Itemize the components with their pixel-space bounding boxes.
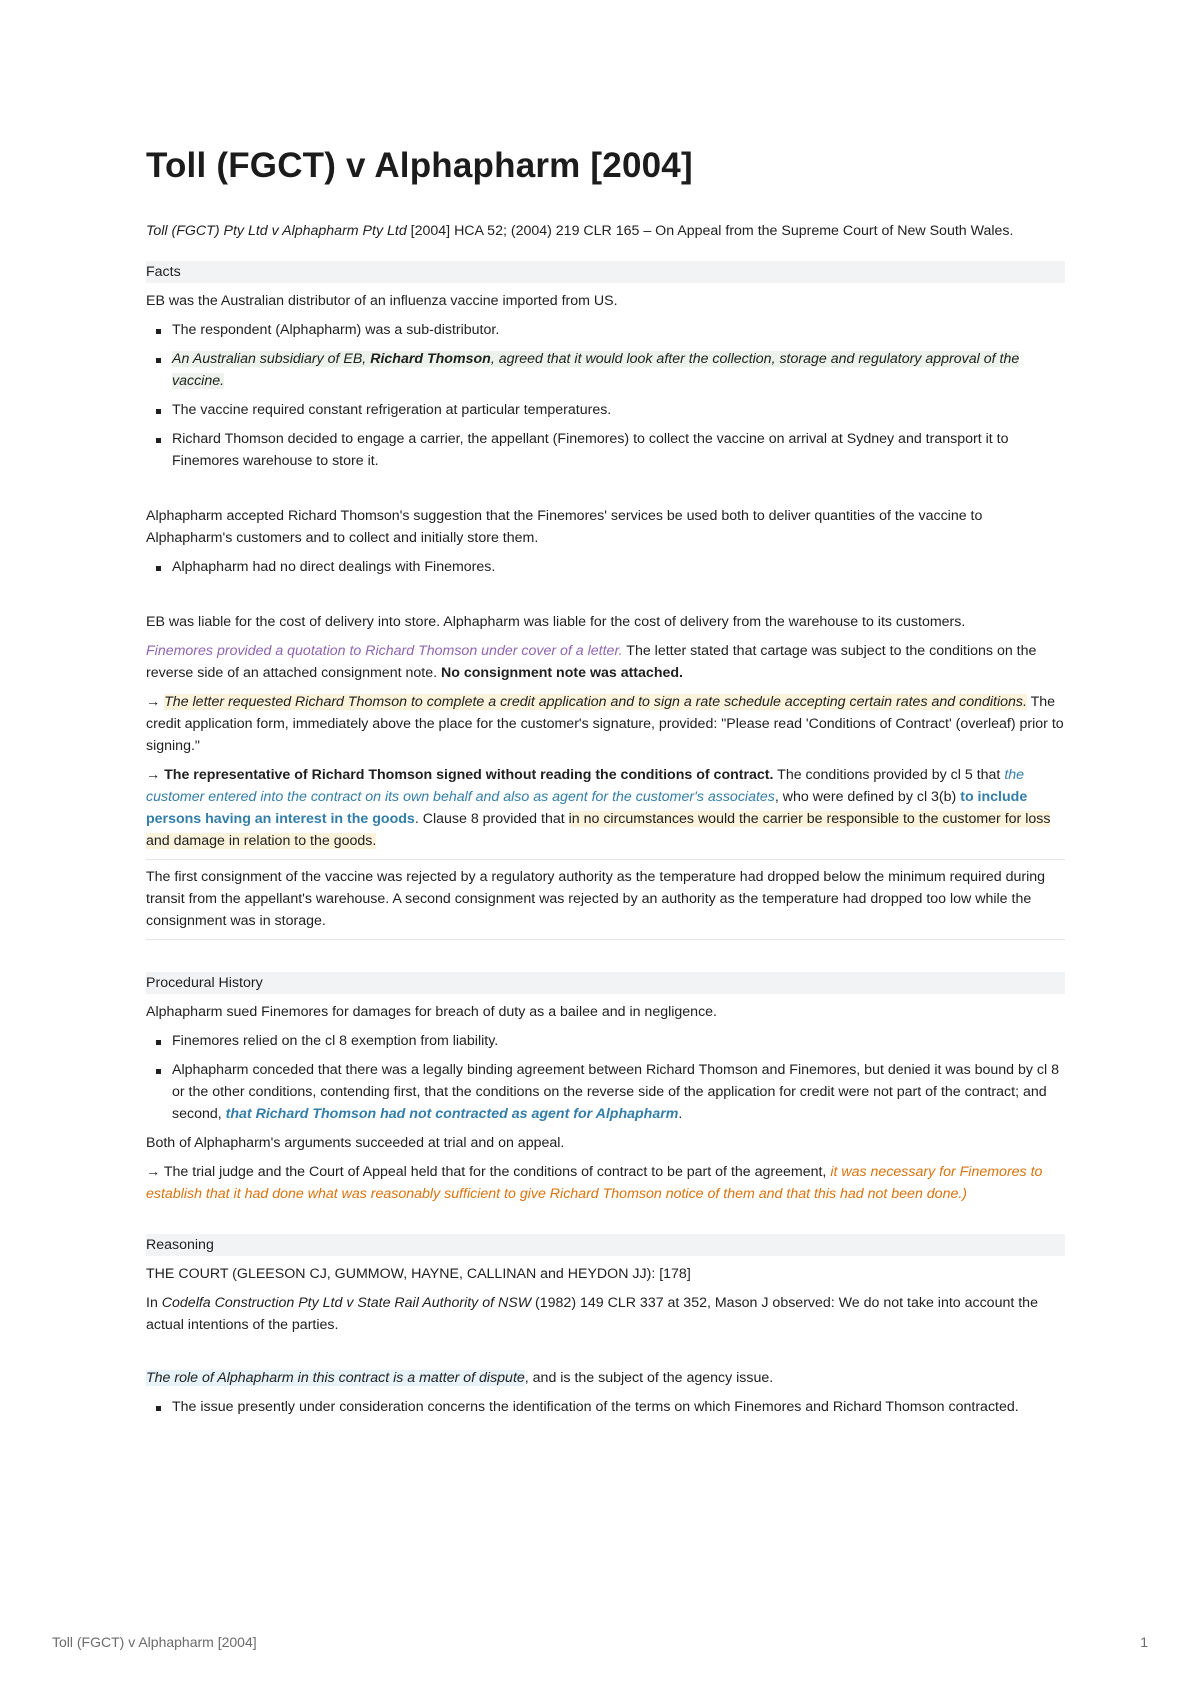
highlighted-text: The letter requested Richard Thomson to complete a credit application and to sign a rate schedule accepting certain rates and conditions. xyxy=(164,694,1027,710)
paragraph: THE COURT (GLEESON CJ, GUMMOW, HAYNE, CALLINAN and HEYDON JJ): [178] xyxy=(146,1266,691,1282)
list xyxy=(146,556,1065,578)
section-heading-facts: Facts xyxy=(146,261,1065,283)
paragraph: EB was liable for the cost of delivery into store. Alphapharm was liable for the cost of delivery from the warehouse to its customers. xyxy=(146,614,966,630)
orange-text: it was necessary for Finemores to establish that it had done what was reasonably sufficient to give Richard Thomson notice of them and that this had not been done.) xyxy=(146,1164,1043,1202)
divider xyxy=(146,939,1065,940)
list-item xyxy=(146,1059,1065,1125)
blue-text: the customer entered into the contract on its own behalf and also as agent for the customer's associates xyxy=(146,767,1025,805)
highlighted-text: in no circumstances would the carrier be responsible to the customer for loss and damage in relation to the goods. xyxy=(146,811,1051,849)
list xyxy=(146,1396,1065,1418)
text-span: The letter stated that cartage was subject to the conditions on the reverse side of an attached consignment note. xyxy=(146,643,1037,681)
citation xyxy=(146,220,1065,242)
arrow-glyph: → xyxy=(146,694,165,710)
paragraph xyxy=(146,764,1065,852)
text-span: → The trial judge and the Court of Appeal held that for the conditions of contract to be part of the agreement, xyxy=(146,1164,831,1180)
paragraph xyxy=(146,640,1065,684)
spacer xyxy=(146,1343,1065,1367)
list-item: The respondent (Alphapharm) was a sub-distributor. xyxy=(146,319,1065,341)
arrow-glyph: → xyxy=(146,767,165,783)
page-footer xyxy=(52,1634,1148,1650)
blue-text: that Richard Thomson had not contracted as agent for Alphapharm xyxy=(225,1106,679,1122)
document-body xyxy=(146,220,1065,1425)
purple-text: Finemores provided a quotation to Richard Thomson under cover of a letter. xyxy=(146,643,623,659)
spacer xyxy=(146,946,1065,972)
text-span: . Clause 8 provided that xyxy=(414,811,569,827)
citation-rest: [2004] HCA 52; (2004) 219 CLR 165 – On Appeal from the Supreme Court of New South Wales. xyxy=(406,223,1014,239)
paragraph: Alphapharm sued Finemores for damages for breach of duty as a bailee and in negligence. xyxy=(146,1004,717,1020)
highlighted-text xyxy=(172,351,1019,389)
bold-text: The representative of Richard Thomson signed without reading the conditions of contract. xyxy=(164,767,774,783)
bold-text: No consignment note was attached. xyxy=(440,665,683,681)
facts-list xyxy=(146,319,1065,472)
citation-case-name: Toll (FGCT) Pty Ltd v Alphapharm Pty Ltd xyxy=(146,223,407,239)
divider xyxy=(146,859,1065,860)
paragraph: Both of Alphapharm's arguments succeeded at trial and on appeal. xyxy=(146,1135,565,1151)
paragraph xyxy=(146,1292,1065,1336)
spacer xyxy=(146,249,1065,261)
page-title: Toll (FGCT) v Alphapharm [2004] xyxy=(146,146,693,185)
text-span: , agreed that it would look after the collection, storage and regulatory approval of the vaccine. xyxy=(172,351,1020,389)
paragraph: Alphapharm accepted Richard Thomson's suggestion that the Finemores' services be used both to deliver quantities of the vaccine to Alphapharm's customers and to collect and initially store them. xyxy=(146,508,983,546)
facts-intro: EB was the Australian distributor of an influenza vaccine imported from US. xyxy=(146,293,618,309)
paragraph: The first consignment of the vaccine was rejected by a regulatory authority as the temperature had dropped below the minimum required during transit from the appellant's warehouse. A second consignment was rejected by an authority as the temperature had dropped too low while the consignment was in storage. xyxy=(146,869,1046,929)
highlighted-text: The role of Alphapharm in this contract is a matter of dispute xyxy=(146,1370,525,1386)
text-span: , who were defined by cl 3(b) xyxy=(774,789,961,805)
paragraph xyxy=(146,1367,1065,1389)
paragraph xyxy=(146,1161,1065,1205)
spacer xyxy=(146,585,1065,611)
spacer xyxy=(146,1212,1065,1234)
list-item: The vaccine required constant refrigeration at particular temperatures. xyxy=(146,399,1065,421)
list-item: Alphapharm had no direct dealings with Finemores. xyxy=(146,556,1065,578)
italic-text: Codelfa Construction Pty Ltd v State Rail Authority of NSW xyxy=(161,1295,532,1311)
blue-text: to include persons having an interest in the goods xyxy=(146,789,1028,827)
section-heading-reasoning: Reasoning xyxy=(146,1234,1065,1256)
list-item: Finemores relied on the cl 8 exemption from liability. xyxy=(146,1030,1065,1052)
section-heading-procedural-history: Procedural History xyxy=(146,972,1065,994)
text-span: In xyxy=(146,1295,162,1311)
footer-title: Toll (FGCT) v Alphapharm [2004] xyxy=(52,1634,257,1650)
page-number: 1 xyxy=(1140,1634,1148,1650)
spacer xyxy=(146,479,1065,505)
text-span: An Australian subsidiary of EB, xyxy=(172,351,371,367)
text-span: Alphapharm conceded that there was a legally binding agreement between Richard Thomson and Finemores, but denied it was bound by cl 8 or the other conditions, contending first, that the conditions on the reverse side of the application for credit were not part of the contract; and second, xyxy=(172,1062,1059,1122)
text-span: . xyxy=(678,1106,683,1122)
paragraph xyxy=(146,691,1065,757)
list xyxy=(146,1030,1065,1125)
list-item xyxy=(146,348,1065,392)
text-span: , and is the subject of the agency issue. xyxy=(524,1370,774,1386)
text-span: The conditions provided by cl 5 that xyxy=(773,767,1005,783)
text-span: (1982) 149 CLR 337 at 352, Mason J observed: We do not take into account the actual intentions of the parties. xyxy=(146,1295,1038,1333)
bold-text: Richard Thomson xyxy=(370,351,491,367)
list-item: Richard Thomson decided to engage a carrier, the appellant (Finemores) to collect the vaccine on arrival at Sydney and transport it to Finemores warehouse to store it. xyxy=(146,428,1065,472)
text-span: The credit application form, immediately above the place for the customer's signature, provided: "Please read 'Conditions of Contract' (overleaf) prior to signing." xyxy=(146,694,1064,754)
list-item: The issue presently under consideration concerns the identification of the terms on which Finemores and Richard Thomson contracted. xyxy=(146,1396,1065,1418)
